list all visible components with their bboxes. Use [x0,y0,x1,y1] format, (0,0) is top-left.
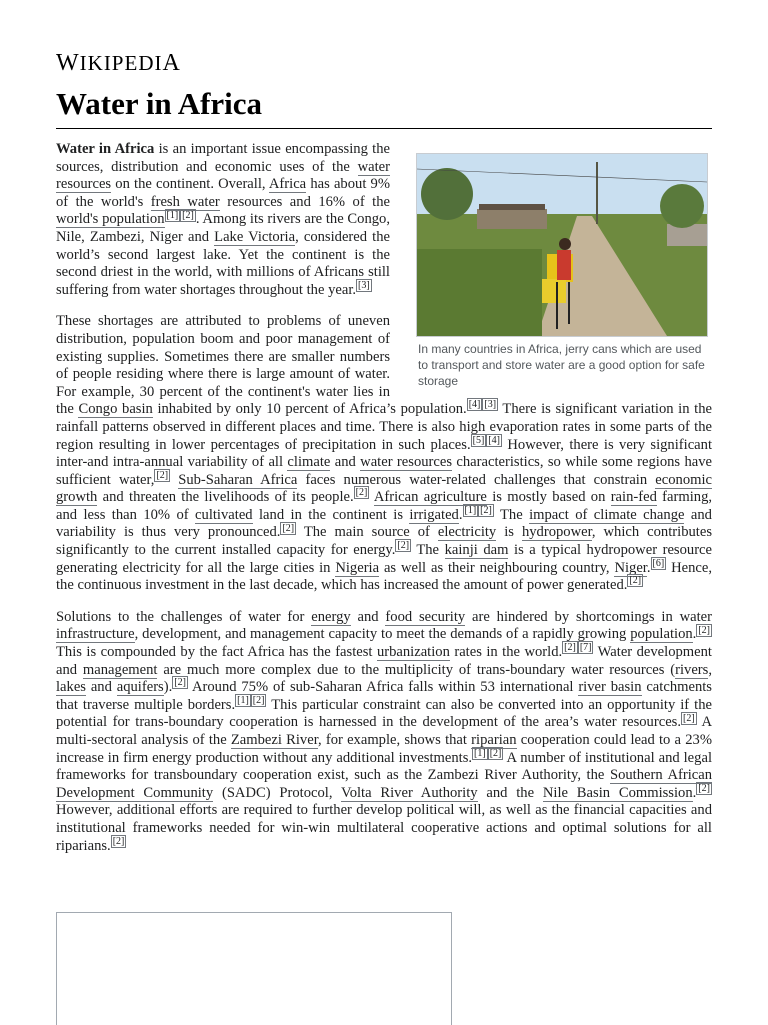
link-food-security[interactable]: food security [385,608,466,625]
text: , for example, shows that [318,732,472,748]
link-aquifers[interactable]: aquifers [116,679,164,696]
citation-link[interactable]: [1] [474,747,486,759]
article-body [56,141,712,869]
table-of-contents-box [56,912,452,1025]
citation-2[interactable] [696,782,712,795]
citation-link[interactable]: [4] [468,399,481,411]
text: on the continent. Overall, [111,176,269,193]
text: A multi-sectoral analysis of the [56,714,712,748]
citation-link[interactable]: [3] [358,279,370,291]
text: . Among its rivers are the Congo, Nile, Zambezi, Niger and [56,211,390,245]
citation-link[interactable]: [2] [282,522,295,534]
paragraph-3 [56,609,712,855]
text: is [496,524,522,541]
text: are hindered by shortcomings in water [465,608,712,625]
citation-1[interactable] [235,694,251,707]
citation-link[interactable]: [3] [484,399,497,411]
figure-caption: In many countries in Africa, jerry cans which are used to transport and store water are a good option for safe storage [418,342,705,388]
text: is mostly based on [486,489,611,506]
wordmark-final: A [162,50,181,76]
link-hydropower[interactable]: hydropower [521,524,592,541]
text: and [330,454,361,471]
link-nile-basin-commission[interactable]: Nile Basin Commission [542,784,693,801]
link-lake-victoria[interactable]: Lake Victoria [214,228,296,245]
citation-link[interactable]: [5] [472,434,485,446]
text: This is compounded by the fact Africa has the fastest [56,644,377,661]
citation-2[interactable] [627,574,643,587]
text: and the [477,784,543,801]
link-irrigated[interactable]: irrigated [409,506,459,523]
citation-4[interactable] [467,398,483,411]
citation-1[interactable] [463,504,479,517]
citation-1[interactable] [472,747,488,760]
article-figure [416,153,712,389]
text: cooperation could lead to a 23% increase in firm energy production without any additional investments. [56,732,712,766]
text: are much more complex due to the multiplicity of trans-boundary water resources ( [157,661,676,678]
link-economic-growth[interactable]: economic growth [56,471,712,506]
page-title: Water in Africa [56,84,712,129]
citation-link[interactable]: [2] [182,209,194,221]
link-water-resources-2[interactable]: water resources [360,454,453,471]
citation-7[interactable] [578,641,594,654]
link-african-agriculture[interactable]: African agriculture [373,489,487,506]
wordmark-initial: W [56,50,80,76]
citation-5[interactable] [471,434,487,447]
citation-2[interactable] [180,209,196,222]
text: Water development and [56,644,712,678]
link-zambezi-river[interactable]: Zambezi River [230,732,318,748]
citation-3[interactable] [482,398,498,411]
text: The [493,506,530,523]
link-water-resources[interactable]: water resources [56,158,390,193]
citation-link[interactable]: [2] [698,624,710,636]
citation-link[interactable]: [1] [237,694,249,706]
text: , considered the world’s second largest lake. Yet the continent is the second driest in the world, with millions of Africans still suffering from water shortages throughout the year. [56,228,390,298]
link-population[interactable]: population [630,626,693,643]
citation-3[interactable] [356,279,372,292]
link-energy[interactable]: energy [311,608,351,625]
citation-4[interactable] [486,434,502,447]
citation-2[interactable] [354,486,370,499]
link-nigeria[interactable]: Nigeria [335,559,380,576]
text: and [350,608,386,625]
link-electricity[interactable]: electricity [437,524,497,541]
citation-link[interactable]: [2] [174,677,186,689]
link-kainji-dam[interactable]: kainji dam [444,542,509,559]
citation-2[interactable] [172,676,188,689]
link-impact-of-climate-change[interactable]: impact of climate change [529,506,685,523]
citation-link[interactable]: [7] [579,642,592,654]
jerry-can-bicycle-photo[interactable] [416,153,708,337]
link-management[interactable]: management [82,661,158,678]
citation-link[interactable]: [2] [683,712,695,724]
text: These shortages are attributed to problems of uneven distribution, population boom and poor management of existing supplies. Sometimes there are smaller numbers of people residing where there is large amount of water. For example, 30 percent of the continent's water lies in the [56,313,390,418]
text: However, additional efforts are required to further develop political will, as well as the financial capacities and institutional frameworks needed for win-win multilateral cooperative actions and optimal solutions for all riparians. [56,802,712,854]
citation-link[interactable]: [2] [355,487,368,499]
text: has about 9% of the world's [56,176,390,210]
link-sadc[interactable]: Southern African Development Community [56,767,713,801]
text: is a typical hydropower resource generating electricity for all the large cities in [56,542,713,576]
text: farming, and less than 10% of [56,489,713,523]
text: , development, and management capacity to meet the demands of a rapidly growing [134,626,631,643]
citation-link[interactable]: [4] [488,434,500,446]
citation-link[interactable]: [2] [397,540,410,552]
text: Hence, the continuous investment in the last decade, which has increased the amount of power generated. [56,559,712,594]
text: characteristics, so while some regions have sufficient water, [56,454,712,488]
citation-2[interactable] [681,712,697,725]
text: Solutions to the challenges of water for [56,608,312,625]
citation-link[interactable]: [2] [156,469,169,481]
text: and threaten the livelihoods of its people. [97,489,354,506]
wordmark-middle: IKIPEDI [79,51,163,75]
citation-link[interactable]: [2] [629,575,642,587]
citation-link[interactable]: [2] [112,835,125,847]
citation-link[interactable]: [6] [652,557,665,569]
text: This particular constraint can also be converted into an opportunity if the potential for trans-boundary cooperation is harnessed in the development of the area’s water resources. [56,696,712,731]
text: There is significant variation in the rainfall patterns observed in different places and time. There is also high evaporation rates in some parts of the region resulting in lower percentages of precipitation in such places. [56,401,712,453]
citation-2[interactable] [478,504,494,517]
link-urbanization[interactable]: urbanization [376,644,450,661]
citation-link[interactable]: [2] [698,782,710,794]
link-volta-river-authority[interactable]: Volta River Authority [341,784,478,801]
link-infrastructure[interactable]: infrastructure [56,626,135,643]
citation-link[interactable]: [2] [489,747,502,759]
link-africa[interactable]: Africa [268,176,307,193]
wikipedia-wordmark[interactable] [56,50,181,77]
citation-2[interactable] [111,835,127,848]
link-river-basin[interactable]: river basin [578,679,642,696]
text: ). [163,679,173,696]
text: land in the continent is [252,506,410,523]
text: A number of institutional and legal frameworks for transboundary cooperation exist, such as the Zambezi River Authority, the [56,749,712,784]
link-climate[interactable]: climate [287,454,331,471]
lead-term: Water in Africa [56,141,155,157]
link-riparian[interactable]: riparian [471,732,517,748]
citation-6[interactable] [651,557,667,570]
citation-1[interactable] [165,209,181,222]
link-worlds-population[interactable]: world's population [56,211,165,228]
citation-2[interactable] [488,747,504,760]
citation-link[interactable]: [2] [252,694,265,706]
text: . [646,559,651,576]
link-rivers[interactable]: rivers [675,661,709,678]
text: catchments that traverse multiple borders. [56,679,712,713]
text: faces numerous water-related challenges that constrain [297,471,656,488]
text: rates in the world. [449,644,563,661]
citation-2[interactable] [696,624,712,637]
link-lakes[interactable]: lakes [56,679,86,696]
text: , which contributes significantly to the current installed capacity for energy. [56,524,712,559]
link-fresh-water[interactable]: fresh water [150,193,220,210]
text: as well as their neighbouring country, [379,559,615,576]
text: . [692,626,697,643]
text: The [411,542,445,559]
citation-link[interactable]: [1] [464,505,477,517]
text: and [86,679,117,696]
citation-2[interactable] [280,522,296,535]
link-niger[interactable]: Niger [614,559,647,576]
link-sub-saharan-africa[interactable]: Sub-Saharan Africa [178,471,298,488]
text: resources and 16% of the [219,193,390,210]
citation-2[interactable] [154,469,170,482]
link-rain-fed[interactable]: rain-fed [610,489,657,506]
citation-link[interactable]: [2] [564,642,576,654]
text: inhabited by only 10 percent of Africa’s population. [152,401,467,418]
text: , [708,661,712,678]
citation-2[interactable] [562,641,578,654]
text: . [458,506,463,523]
citation-link[interactable]: [2] [480,505,492,517]
text: is an important issue encompassing the sources, distribution and economic uses of the [56,141,390,175]
link-cultivated[interactable]: cultivated [195,506,253,523]
citation-2[interactable] [251,694,267,707]
text: However, there is very significant inter-and intra-annual variability of all [56,436,713,471]
text: and variability is thus very pronounced. [56,506,712,541]
text: The main source of [296,524,438,541]
citation-2[interactable] [395,539,411,552]
text: Around 75% of sub-Saharan Africa falls within 53 international [187,679,579,696]
text: . [692,784,697,801]
citation-link[interactable]: [1] [166,209,179,221]
link-congo-basin[interactable]: Congo basin [78,401,153,418]
text: (SADC) Protocol, [213,784,342,801]
